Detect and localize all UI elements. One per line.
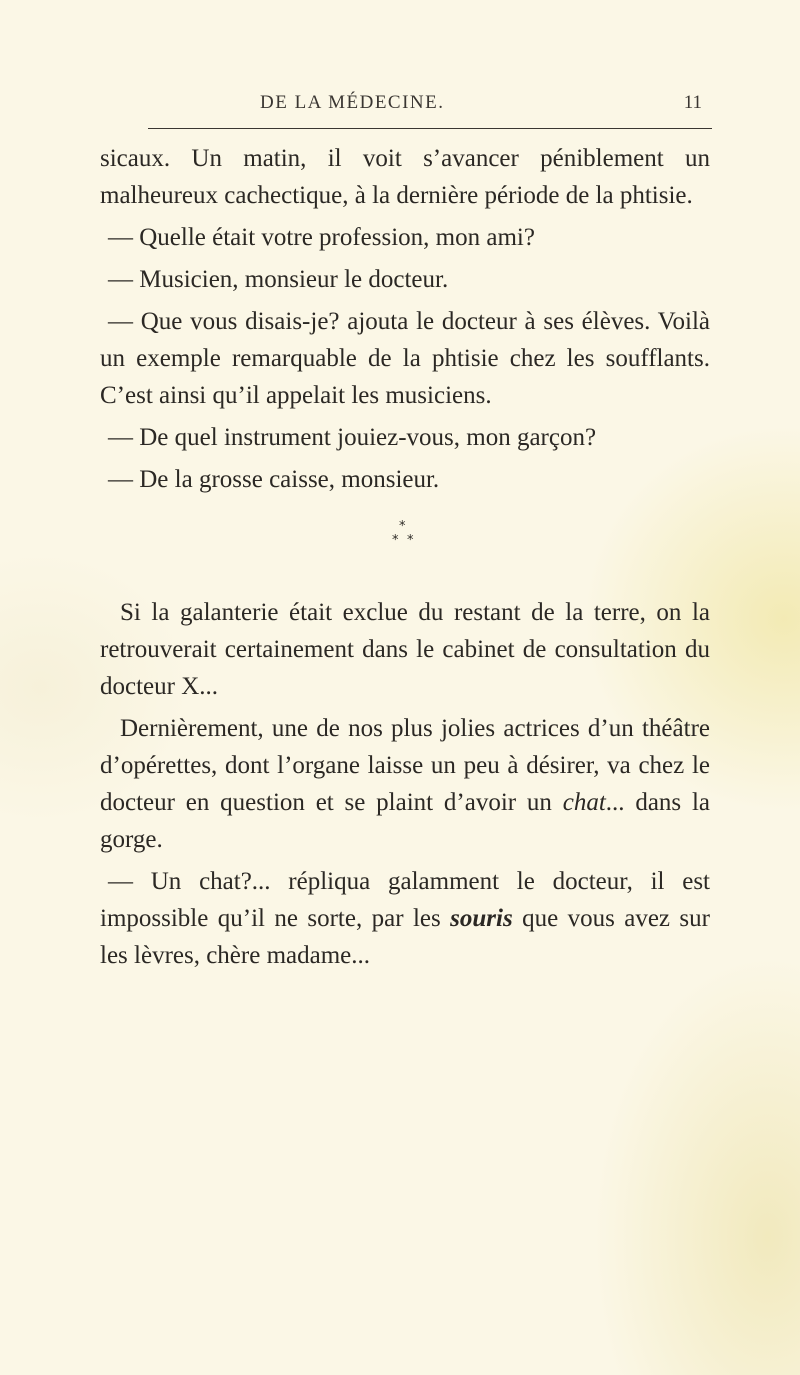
page-header [150,92,710,116]
italic-word: souris [450,905,513,932]
dialogue-line: — De la grosse caisse, monsieur. [108,466,440,493]
text-run: — Un chat?... répliqua galamment le docteur, il est impossible qu’il ne sorte, par les [100,868,710,932]
text-run: Dernièrement, une de nos plus jolies actrices d’un théâtre d’opérettes, dont l’organe laisse un peu à désirer, va chez le docteur en question et se plaint d’avoir un [100,715,710,816]
page-number: 11 [683,92,702,113]
paragraph: Si la galanterie était exclue du restant de la terre, on la retrouverait certainement dans le cabinet de consultation du docteur X... [100,599,710,700]
asterism-star: * [407,533,414,548]
running-head: DE LA MÉDECINE. [260,92,445,113]
dialogue-line: — De quel instrument jouiez-vous, mon garçon? [108,424,597,451]
section-asterism [100,508,710,588]
text-run: ... dans la gorge. [100,789,710,853]
paragraph [100,710,710,858]
text-run: que vous avez sur les lèvres, chère madame... [100,905,710,969]
dialogue-line: — Quelle était votre profession, mon ami? [108,224,535,251]
header-rule [148,128,712,129]
asterism-star: * [392,533,399,548]
paragraph-continuation: sicaux. Un matin, il voit s’avancer péniblement un malheureux cachectique, à la dernière période de la phtisie. [100,145,710,209]
dialogue-line [100,863,710,974]
dialogue-line: — Musicien, monsieur le docteur. [108,266,449,293]
body-text [100,140,710,974]
italic-word: chat [562,789,606,816]
dialogue-line: — Que vous disais-je? ajouta le docteur à ses élèves. Voilà un exemple remarquable de la phtisie chez les soufflants. C’est ainsi qu’il appelait les musiciens. [100,308,710,409]
asterism-star: * [399,519,406,534]
